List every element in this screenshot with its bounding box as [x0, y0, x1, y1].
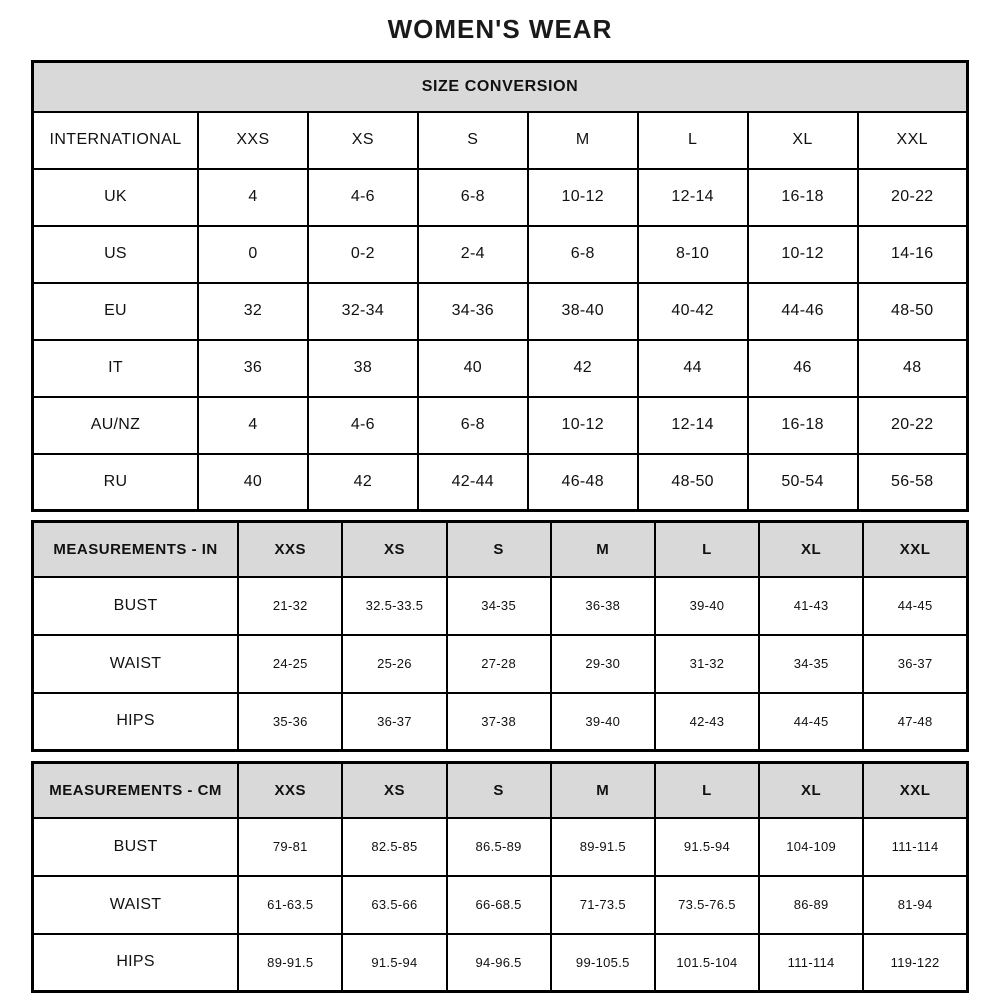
size-cell: 27-28 [447, 635, 551, 693]
size-cell: 39-40 [655, 577, 759, 635]
size-cell: 42 [528, 340, 638, 397]
size-cell: 2-4 [418, 226, 528, 283]
row-label: BUST [33, 577, 239, 635]
size-header-s: S [447, 522, 551, 577]
table-row [33, 876, 968, 934]
size-header-l: L [655, 763, 759, 818]
size-cell: 63.5-66 [342, 876, 446, 934]
table-row [33, 169, 968, 226]
size-cell: 12-14 [638, 169, 748, 226]
column-header-xxs: XXS [198, 112, 308, 169]
size-cell: 10-12 [528, 397, 638, 454]
size-cell: 0-2 [308, 226, 418, 283]
size-cell: 44-45 [759, 693, 863, 751]
size-cell: 41-43 [759, 577, 863, 635]
size-header-s: S [447, 763, 551, 818]
size-header-xs: XS [342, 522, 446, 577]
size-cell: 94-96.5 [447, 934, 551, 992]
size-cell: 6-8 [418, 397, 528, 454]
column-header-international: INTERNATIONAL [33, 112, 198, 169]
size-cell: 12-14 [638, 397, 748, 454]
size-cell: 81-94 [863, 876, 967, 934]
size-cell: 4 [198, 397, 308, 454]
table-row [33, 577, 968, 635]
size-cell: 4-6 [308, 397, 418, 454]
size-cell: 36-37 [863, 635, 967, 693]
size-cell: 44 [638, 340, 748, 397]
size-cell: 10-12 [528, 169, 638, 226]
size-cell: 89-91.5 [238, 934, 342, 992]
measurements-in-header: MEASUREMENTS - IN [33, 522, 239, 577]
size-cell: 32.5-33.5 [342, 577, 446, 635]
size-cell: 47-48 [863, 693, 967, 751]
size-cell: 34-35 [759, 635, 863, 693]
measurements-cm-header: MEASUREMENTS - CM [33, 763, 239, 818]
size-cell: 42-44 [418, 454, 528, 511]
table-row [33, 818, 968, 876]
size-header-m: M [551, 763, 655, 818]
measurements-cm-table [31, 761, 969, 993]
size-cell: 42 [308, 454, 418, 511]
size-cell: 50-54 [748, 454, 858, 511]
size-conversion-band-row [33, 62, 968, 112]
table-row [33, 397, 968, 454]
size-cell: 4 [198, 169, 308, 226]
size-cell: 16-18 [748, 169, 858, 226]
size-cell: 73.5-76.5 [655, 876, 759, 934]
size-cell: 44-46 [748, 283, 858, 340]
row-label: US [33, 226, 198, 283]
size-cell: 91.5-94 [655, 818, 759, 876]
size-cell: 20-22 [858, 169, 968, 226]
size-cell: 6-8 [418, 169, 528, 226]
size-cell: 61-63.5 [238, 876, 342, 934]
size-cell: 8-10 [638, 226, 748, 283]
row-label: HIPS [33, 693, 239, 751]
measurements-in-table [31, 520, 969, 752]
size-cell: 34-36 [418, 283, 528, 340]
size-cell: 104-109 [759, 818, 863, 876]
size-header-l: L [655, 522, 759, 577]
page-title: WOMEN'S WEAR [387, 14, 613, 44]
row-label: RU [33, 454, 198, 511]
size-cell: 40 [418, 340, 528, 397]
size-cell: 48-50 [638, 454, 748, 511]
size-cell: 20-22 [858, 397, 968, 454]
table-row [33, 226, 968, 283]
row-label: WAIST [33, 876, 239, 934]
size-conversion-header: SIZE CONVERSION [33, 62, 968, 112]
row-label: IT [33, 340, 198, 397]
size-cell: 32-34 [308, 283, 418, 340]
size-conversion-body [33, 169, 968, 511]
size-cell: 16-18 [748, 397, 858, 454]
size-cell: 71-73.5 [551, 876, 655, 934]
size-header-xxs: XXS [238, 522, 342, 577]
size-cell: 40-42 [638, 283, 748, 340]
measurements-cm-body [33, 818, 968, 992]
size-cell: 21-32 [238, 577, 342, 635]
size-header-xxs: XXS [238, 763, 342, 818]
size-cell: 42-43 [655, 693, 759, 751]
size-cell: 38 [308, 340, 418, 397]
column-header-xl: XL [748, 112, 858, 169]
size-cell: 14-16 [858, 226, 968, 283]
table-row [33, 454, 968, 511]
size-cell: 31-32 [655, 635, 759, 693]
size-cell: 0 [198, 226, 308, 283]
size-cell: 56-58 [858, 454, 968, 511]
size-cell: 38-40 [528, 283, 638, 340]
size-cell: 82.5-85 [342, 818, 446, 876]
column-header-s: S [418, 112, 528, 169]
table-row [33, 340, 968, 397]
row-label: EU [33, 283, 198, 340]
size-cell: 36 [198, 340, 308, 397]
column-header-xs: XS [308, 112, 418, 169]
size-header-xxl: XXL [863, 522, 967, 577]
size-cell: 101.5-104 [655, 934, 759, 992]
row-label: BUST [33, 818, 239, 876]
column-header-l: L [638, 112, 748, 169]
size-cell: 46 [748, 340, 858, 397]
size-cell: 4-6 [308, 169, 418, 226]
measurements-in-header-row [33, 522, 968, 577]
size-cell: 91.5-94 [342, 934, 446, 992]
size-cell: 29-30 [551, 635, 655, 693]
size-cell: 24-25 [238, 635, 342, 693]
size-header-xl: XL [759, 522, 863, 577]
measurements-cm-header-row [33, 763, 968, 818]
size-header-xs: XS [342, 763, 446, 818]
size-cell: 35-36 [238, 693, 342, 751]
size-cell: 32 [198, 283, 308, 340]
row-label: WAIST [33, 635, 239, 693]
size-cell: 48 [858, 340, 968, 397]
size-cell: 10-12 [748, 226, 858, 283]
size-conversion-column-row [33, 112, 968, 169]
size-cell: 39-40 [551, 693, 655, 751]
size-cell: 36-37 [342, 693, 446, 751]
size-cell: 66-68.5 [447, 876, 551, 934]
size-cell: 119-122 [863, 934, 967, 992]
size-cell: 40 [198, 454, 308, 511]
row-label: UK [33, 169, 198, 226]
size-cell: 111-114 [863, 818, 967, 876]
measurements-in-body [33, 577, 968, 751]
size-header-xl: XL [759, 763, 863, 818]
size-cell: 34-35 [447, 577, 551, 635]
size-cell: 25-26 [342, 635, 446, 693]
column-header-xxl: XXL [858, 112, 968, 169]
size-cell: 46-48 [528, 454, 638, 511]
column-header-m: M [528, 112, 638, 169]
size-cell: 89-91.5 [551, 818, 655, 876]
table-row [33, 934, 968, 992]
size-cell: 44-45 [863, 577, 967, 635]
size-header-m: M [551, 522, 655, 577]
size-cell: 6-8 [528, 226, 638, 283]
row-label: HIPS [33, 934, 239, 992]
table-row [33, 283, 968, 340]
size-conversion-table [31, 60, 969, 512]
size-cell: 79-81 [238, 818, 342, 876]
size-cell: 111-114 [759, 934, 863, 992]
size-cell: 86.5-89 [447, 818, 551, 876]
size-header-xxl: XXL [863, 763, 967, 818]
size-cell: 48-50 [858, 283, 968, 340]
size-cell: 37-38 [447, 693, 551, 751]
size-cell: 99-105.5 [551, 934, 655, 992]
size-cell: 36-38 [551, 577, 655, 635]
table-row [33, 693, 968, 751]
row-label: AU/NZ [33, 397, 198, 454]
size-cell: 86-89 [759, 876, 863, 934]
table-row [33, 635, 968, 693]
